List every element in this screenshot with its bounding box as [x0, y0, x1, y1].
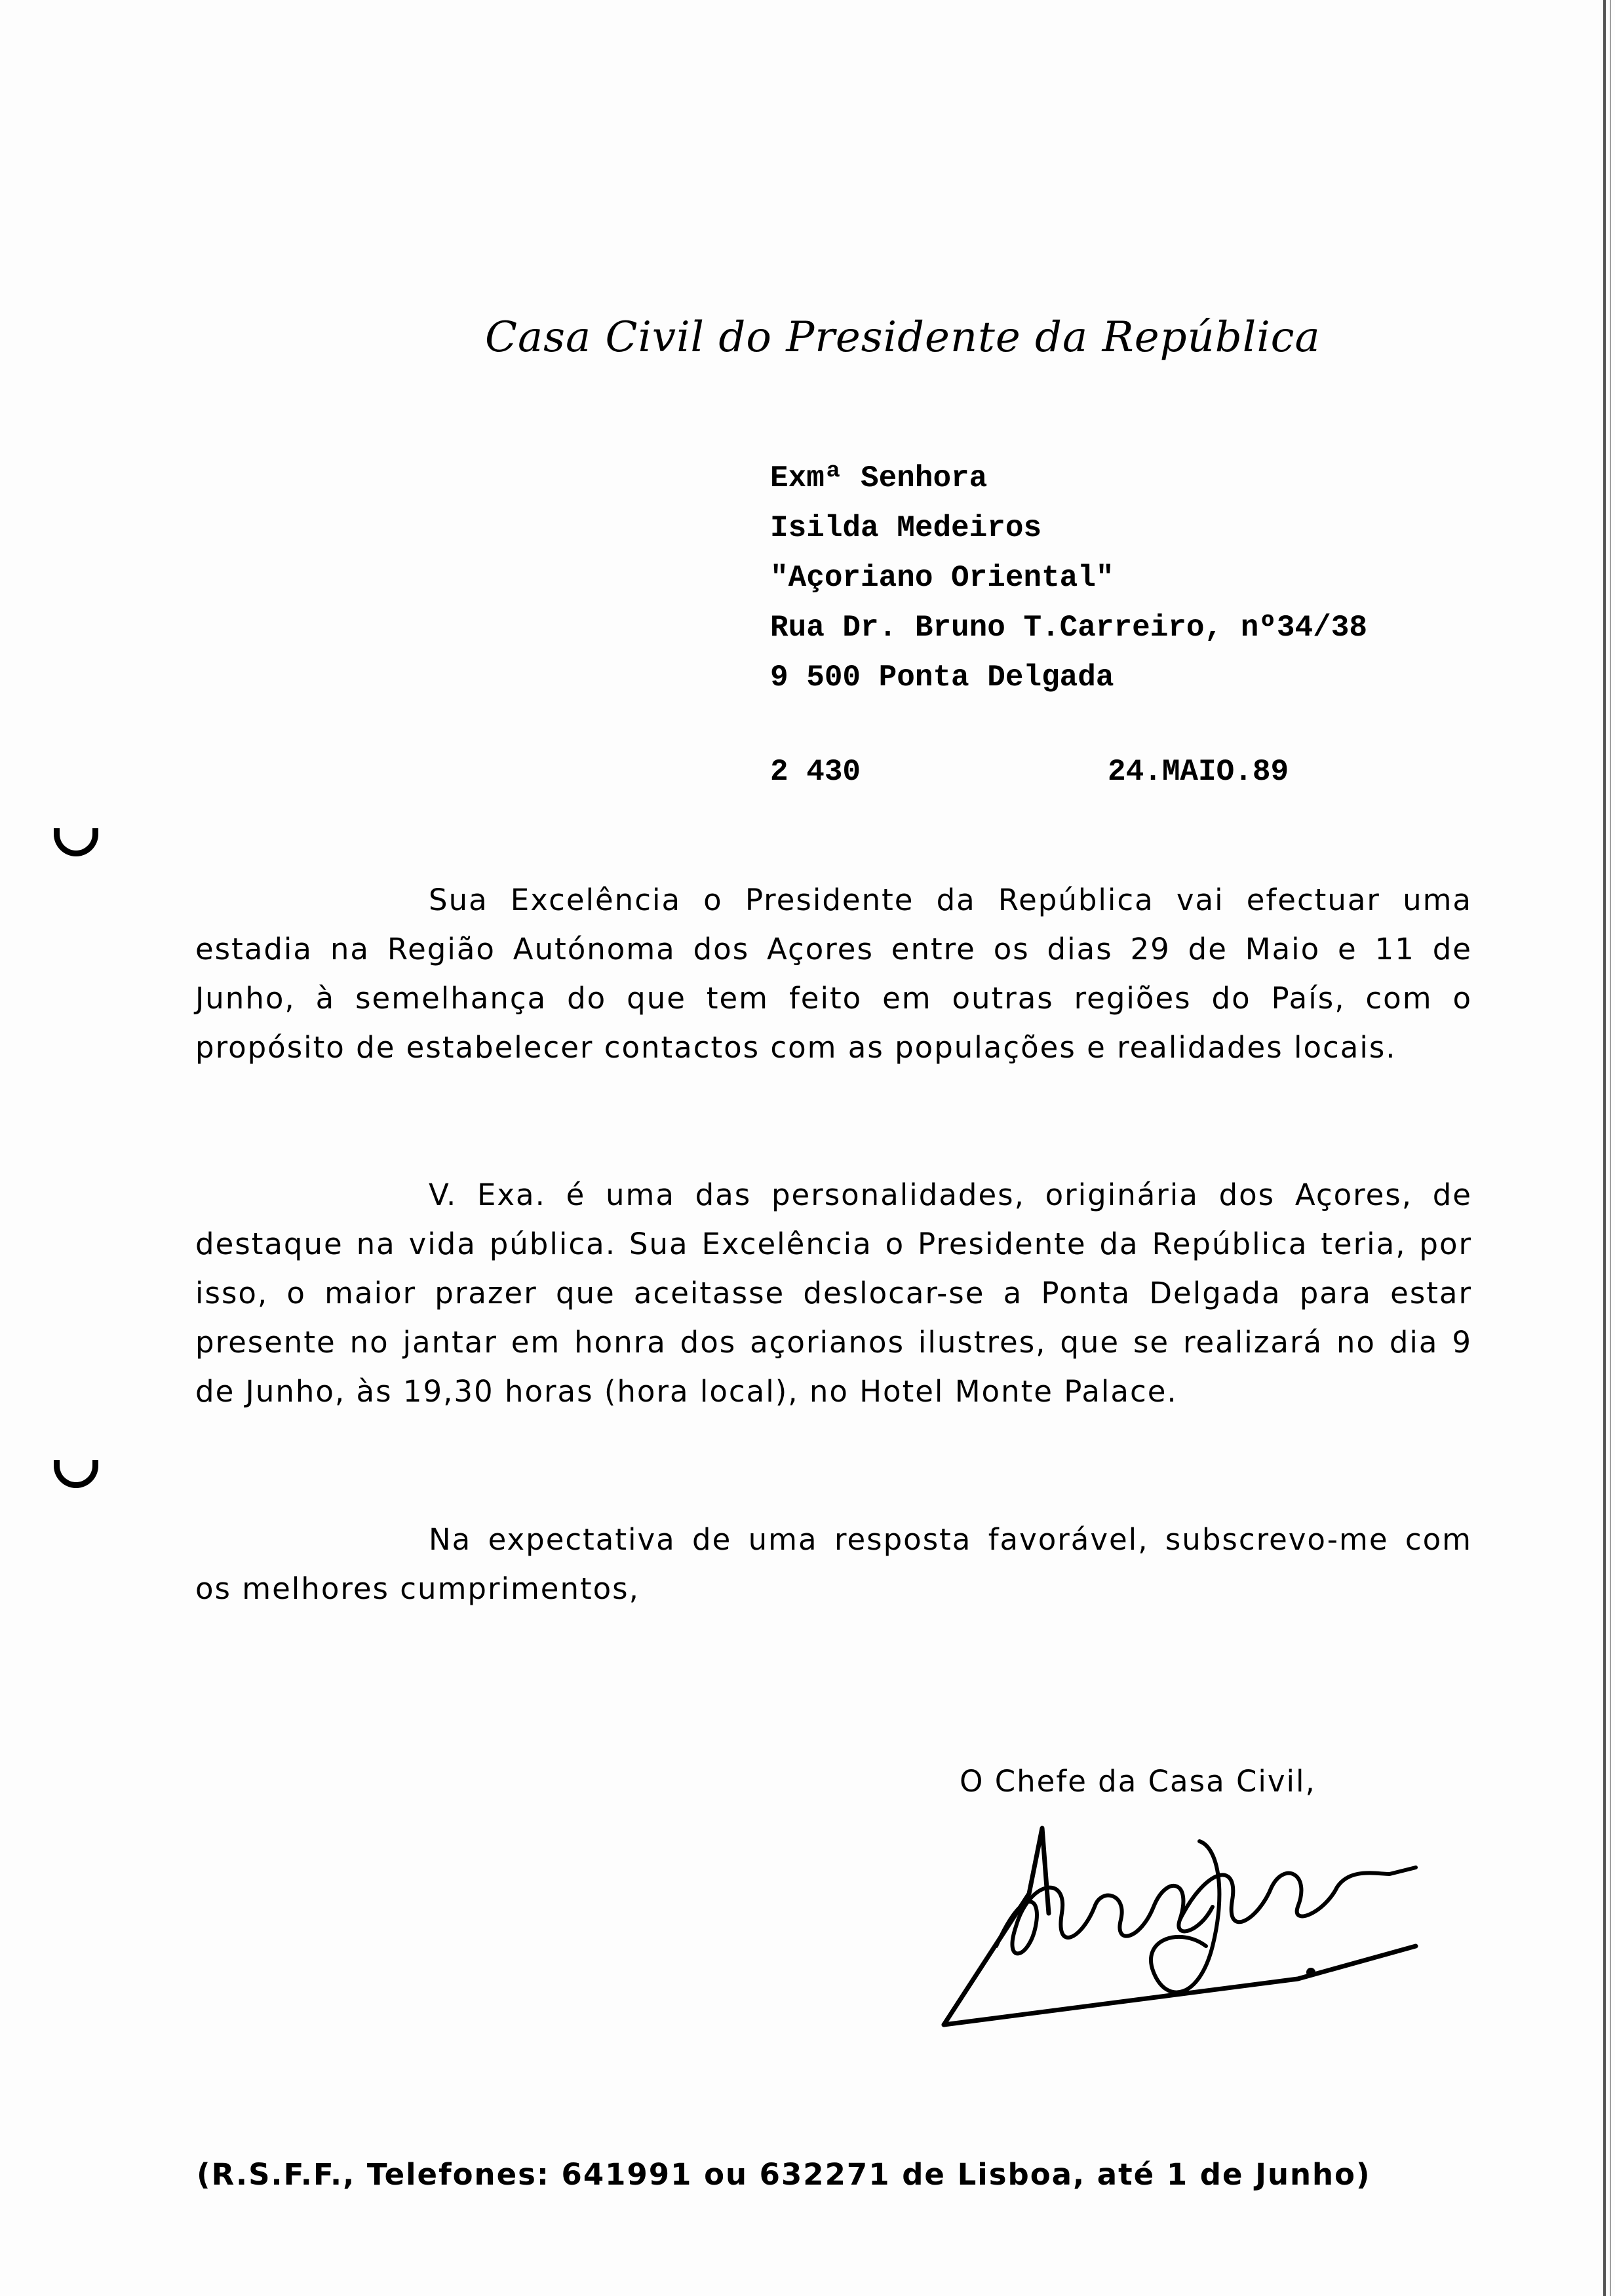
paragraph-2-text: V. Exa. é uma das personalidades, originária dos Açores, de destaque na vida pública. Sua Excelência o Presidente da República teria, por isso, o maior prazer que aceitasse deslocar-se a Ponta Delgada para estar presente no jantar em honra dos açorianos ilustres, que se realizará no dia 9 de Junho, às 19,30 horas (hora local), no Hotel Monte Palace. — [195, 1177, 1472, 1409]
recipient-address — [770, 453, 1367, 702]
punch-hole-mark-top — [54, 828, 98, 856]
page-edge-line — [1603, 0, 1606, 2296]
letter-date: 24.MAIO.89 — [1108, 755, 1289, 789]
letterhead: Casa Civil do Presidente da República — [485, 313, 1321, 362]
paragraph-1-text: Sua Excelência o Presidente da República vai efectuar uma estadia na Região Autónoma dos Açores entre os dias 29 de Maio e 11 de Junho, à semelhança do que tem feito em outras regiões do País, com o propósito de estabelecer contactos com as populações e realidades locais. — [195, 883, 1472, 1065]
signature — [931, 1815, 1429, 2044]
recipient-city: 9 500 Ponta Delgada — [770, 660, 1114, 695]
paragraph-3-text: Na expectativa de uma resposta favorável, subscrevo-me com os melhores cumprimentos, — [195, 1522, 1472, 1606]
body-paragraph-1 — [195, 875, 1472, 1072]
recipient-organization: "Açoriano Oriental" — [770, 561, 1114, 595]
closing-title: O Chefe da Casa Civil, — [960, 1764, 1316, 1799]
body-paragraph-2 — [195, 1170, 1472, 1416]
reference-number: 2 430 — [770, 755, 861, 789]
footer-contact: (R.S.F.F., Telefones: 641991 ou 632271 de Lisboa, até 1 de Junho) — [197, 2157, 1371, 2192]
punch-hole-mark-bottom — [54, 1460, 98, 1488]
recipient-name: Isilda Medeiros — [770, 511, 1042, 545]
page-edge-line-secondary — [1610, 0, 1611, 2296]
body-paragraph-3 — [195, 1515, 1472, 1613]
recipient-street: Rua Dr. Bruno T.Carreiro, nº34/38 — [770, 611, 1367, 645]
recipient-salutation: Exmª Senhora — [770, 461, 988, 495]
